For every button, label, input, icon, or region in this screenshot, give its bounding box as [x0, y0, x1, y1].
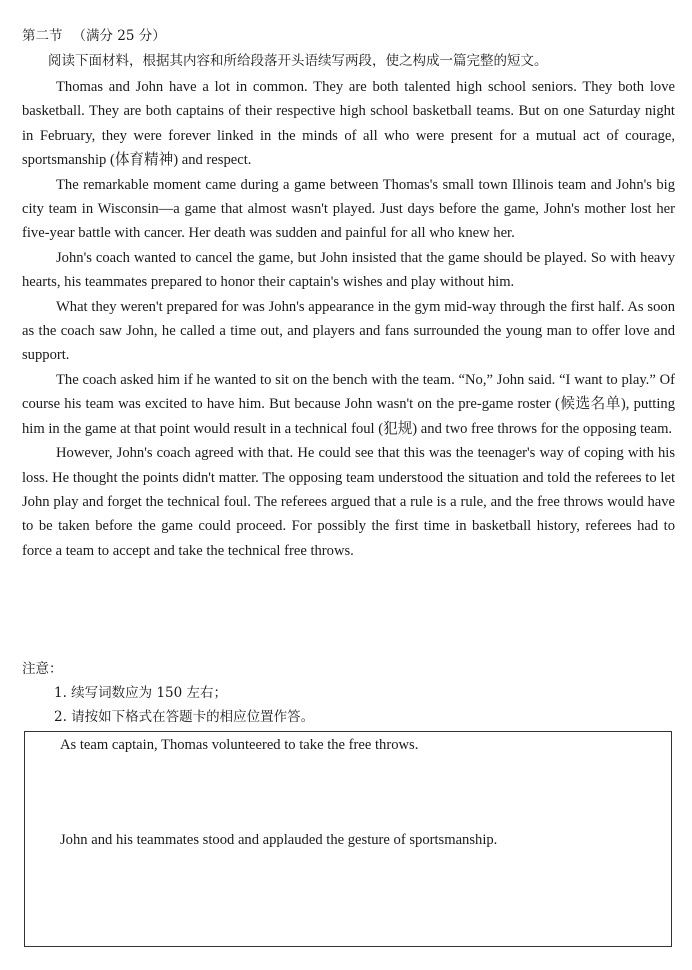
passage-paragraph: The coach asked him if he wanted to sit on the bench with the team. “No,” John said. “I want to play.” Of course his team was excited to have him. But because John wasn't on the pre-game roster (候选名单), putting him in the game at that point would result in a technical foul (犯规) and two free throws for the opposing team.: [22, 371, 675, 437]
section-title: 第二节: [22, 28, 63, 44]
passage-paragraph: The remarkable moment came during a game between Thomas's small town Illinois team and John's big city team in Wisconsin—a game that almost wasn't played. Just days before the game, John's mother lost her five-year battle with cancer. Her death was sudden and painful for all who knew her.: [22, 176, 675, 242]
notes-section: [22, 657, 314, 729]
notes-title: 注意：: [22, 661, 63, 677]
passage-paragraph: Thomas and John have a lot in common. They are both talented high school seniors. They both love basketball. They are both captains of their respective high school basketball teams. But on one Saturday night in February, they were forever linked in the minds of all who were present for a mutual act of courage, sportsmanship (体育精神) and respect.: [22, 79, 675, 169]
paragraph-opener-1: As team captain, Thomas volunteered to take the free throws.: [60, 737, 419, 753]
answer-box[interactable]: [24, 731, 672, 947]
note-item: 2. 请按如下格式在答题卡的相应位置作答。: [54, 709, 315, 725]
passage-paragraph: John's coach wanted to cancel the game, but John insisted that the game should be played. So with heavy hearts, his teammates prepared to honor their captain's wishes and play without him.: [22, 249, 675, 291]
section-score: （满分 25 分）: [72, 28, 166, 44]
section-heading: [22, 26, 166, 46]
passage-paragraph: However, John's coach agreed with that. He could see that this was the teenager's way of coping with his loss. He thought the points didn't matter. The opposing team understood the situation and told the referees to let John play and forget the technical foul. The referees argued that a rule is a rule, and the free throws would have to be taken before the game could proceed. For possibly the first time in basketball history, referees had to force a team to accept and take the technical free throws.: [22, 445, 675, 559]
task-instruction: 阅读下面材料，根据其内容和所给段落开头语续写两段，使之构成一篇完整的短文。: [48, 53, 548, 69]
reading-passage: [22, 75, 675, 563]
note-item: 1. 续写词数应为 150 左右；: [54, 685, 228, 701]
paragraph-opener-2: John and his teammates stood and applauded the gesture of sportsmanship.: [60, 832, 498, 848]
passage-paragraph: What they weren't prepared for was John's appearance in the gym mid-way through the first half. As soon as the coach saw John, he called a time out, and players and fans surrounded the young man to offer love and support.: [22, 298, 675, 364]
